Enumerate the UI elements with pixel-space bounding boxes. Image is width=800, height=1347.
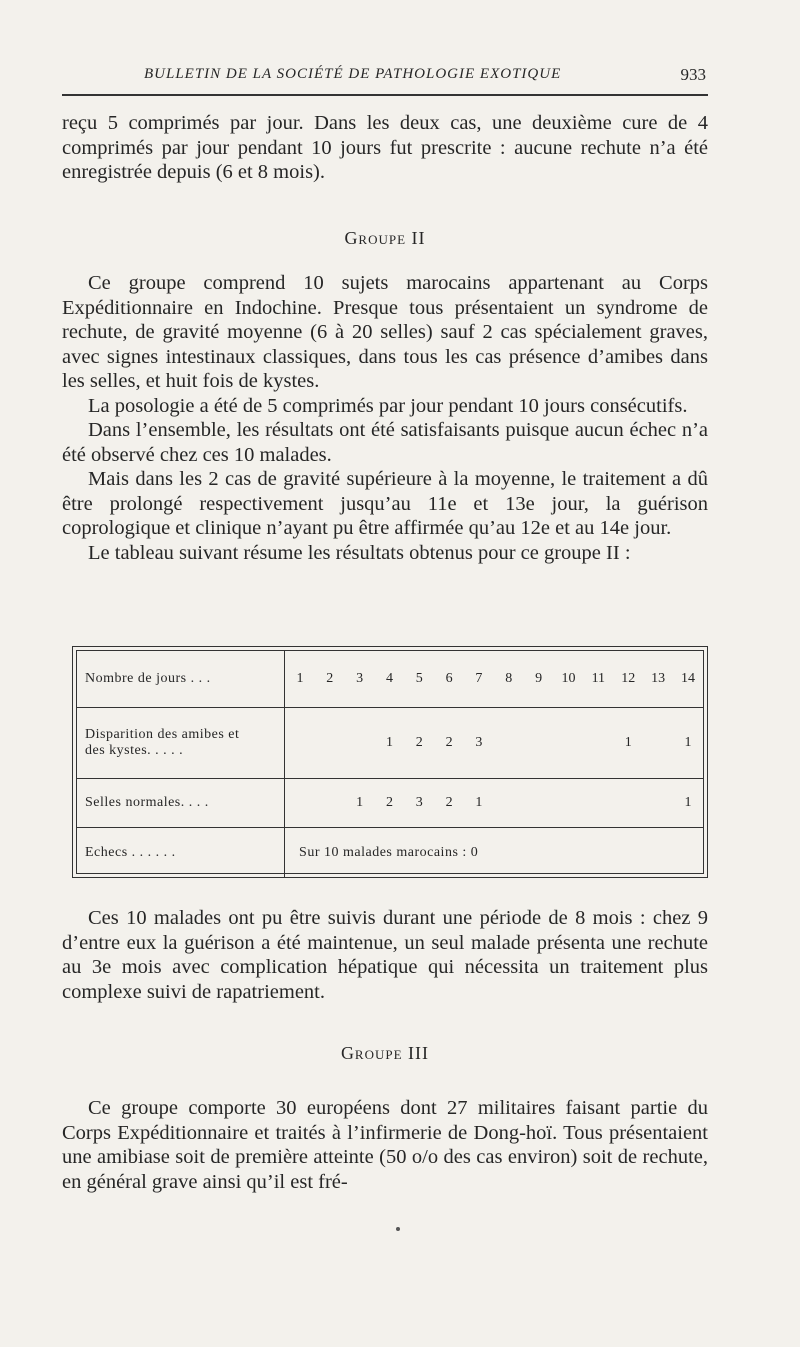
table-cell xyxy=(315,708,345,779)
paragraph-text: reçu 5 comprimés par jour. Dans les deux cas, une deuxième cure de 4 comprimés par jour pendant 10 jours fut prescrite : aucune rechute n’a été enregistrée depuis (6 et 8 mois). xyxy=(62,112,708,183)
table-cell: 1 xyxy=(613,708,643,779)
row-label: Echecs . . . . . . xyxy=(77,828,285,879)
row-label-line-1: Disparition des amibes et xyxy=(85,727,240,742)
day-cell: 14 xyxy=(673,651,703,708)
row-label-line-2: des kystes. . . . . xyxy=(85,743,184,758)
day-cell: 7 xyxy=(464,651,494,708)
table-cell xyxy=(554,708,584,779)
table-cell xyxy=(554,779,584,828)
section-heading-group-3: Groupe III xyxy=(340,1043,430,1063)
table-row-echecs xyxy=(77,828,703,879)
paragraph-text: Ce groupe comprend 10 sujets marocains appartenant au Corps Expéditionnaire en Indochine. Presque tous présentaient un syndrome de rechute, de gravité moyenne (6 à 20 selles) sauf 2 cas spécialement graves, avec signes intestinaux classiques, dans tous les cas présence d’amibes dans les selles, et huit fois de kystes. xyxy=(62,272,708,392)
table-cell: 1 xyxy=(673,708,703,779)
table-cell xyxy=(494,779,524,828)
table-cell xyxy=(494,708,524,779)
day-cell: 8 xyxy=(494,651,524,708)
table-cell xyxy=(285,708,315,779)
table-cell: 3 xyxy=(404,779,434,828)
table-cell xyxy=(524,779,554,828)
table-cell xyxy=(583,708,613,779)
paragraph-text: Mais dans les 2 cas de gravité supérieure à la moyenne, le traitement a dû être prolongé respectivement jusqu’au 11e et 13e jour, la guérison coprologique et clinique n’ayant pu être affirmée qu’au 12e et au 14e jour. xyxy=(62,468,708,539)
table-cell xyxy=(583,779,613,828)
table-cell: 2 xyxy=(434,779,464,828)
day-cell: 11 xyxy=(583,651,613,708)
group-3-body xyxy=(62,1096,708,1194)
table-cell xyxy=(315,779,345,828)
table-cell xyxy=(643,779,673,828)
day-cell: 4 xyxy=(375,651,405,708)
table-cell: 2 xyxy=(434,708,464,779)
results-table-grid xyxy=(77,651,703,878)
row-label xyxy=(77,708,285,779)
results-table xyxy=(72,646,708,878)
table-cell xyxy=(524,708,554,779)
running-header xyxy=(62,64,708,96)
day-cell: 1 xyxy=(285,651,315,708)
day-cell: 9 xyxy=(524,651,554,708)
section-heading-group-2: Groupe II xyxy=(344,228,426,248)
day-cell: 6 xyxy=(434,651,464,708)
paragraph-text: Le tableau suivant résume les résultats obtenus pour ce groupe II : xyxy=(88,541,631,564)
table-cell xyxy=(285,779,315,828)
paragraph-followup xyxy=(62,906,708,1004)
echecs-note: Sur 10 malades marocains : 0 xyxy=(299,845,479,860)
paragraph-intro xyxy=(62,111,708,185)
paragraph-text: La posologie a été de 5 comprimés par jour pendant 10 jours consécutifs. xyxy=(88,394,688,417)
day-cell: 10 xyxy=(554,651,584,708)
table-cell xyxy=(613,779,643,828)
paragraph-text: Dans l’ensemble, les résultats ont été satisfaisants puisque aucun échec n’a été observé chez ces 10 malades. xyxy=(62,419,708,466)
table-cell: 1 xyxy=(673,779,703,828)
row-label: Nombre de jours . . . xyxy=(77,651,285,708)
journal-title: BULLETIN DE LA SOCIÉTÉ DE PATHOLOGIE EXOTIQUE xyxy=(144,66,562,82)
table-cell: 1 xyxy=(464,779,494,828)
day-cell: 3 xyxy=(345,651,375,708)
table-cell xyxy=(345,708,375,779)
print-speck xyxy=(396,1227,400,1231)
page-number: 933 xyxy=(680,65,706,84)
day-cell: 5 xyxy=(404,651,434,708)
table-cell xyxy=(643,708,673,779)
table-row-days xyxy=(77,651,703,708)
paragraph-text: Ces 10 malades ont pu être suivis durant une période de 8 mois : chez 9 d’entre eux la guérison a été maintenue, un seul malade présenta une rechute au 3e mois avec complication hépatique qui nécessita un traitement plus complexe suivi de rapatriement. xyxy=(62,907,708,1003)
paragraph-text: Ce groupe comporte 30 européens dont 27 militaires faisant partie du Corps Expéditionnaire et traités à l’infirmerie de Dong-hoï. Tous présentaient une amibiase soit de première atteinte (50 o/o des cas environ) soit de rechute, en général grave ainsi qu’il est fré- xyxy=(62,1097,708,1193)
table-cell: 1 xyxy=(375,708,405,779)
table-row-disparition xyxy=(77,708,703,779)
day-cell: 13 xyxy=(643,651,673,708)
table-cell: 2 xyxy=(375,779,405,828)
row-label: Selles normales. . . . xyxy=(77,779,285,828)
day-cell: 12 xyxy=(613,651,643,708)
table-cell: 2 xyxy=(404,708,434,779)
table-cell: 3 xyxy=(464,708,494,779)
group-2-body xyxy=(62,271,708,565)
table-row-selles xyxy=(77,779,703,828)
day-cell: 2 xyxy=(315,651,345,708)
table-cell: 1 xyxy=(345,779,375,828)
